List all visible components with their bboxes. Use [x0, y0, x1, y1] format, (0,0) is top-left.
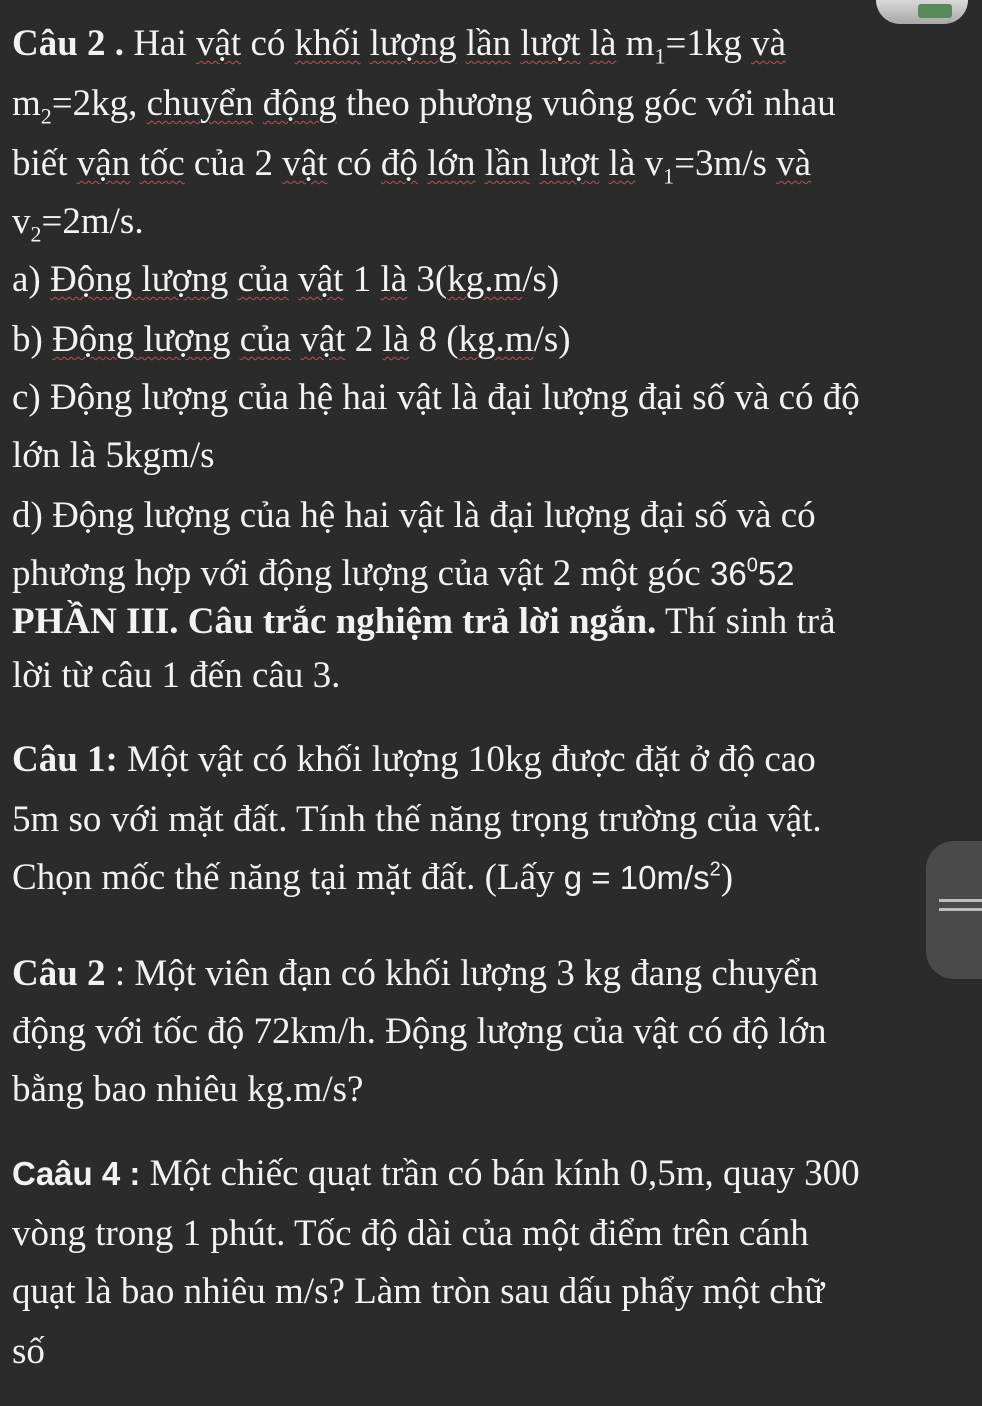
text: Chọn mốc thế năng tại mặt đất. (Lấy [12, 857, 564, 898]
text: là [589, 23, 617, 64]
option-d-line-1: d) Động lượng của hệ hai vật là đại lượng đại số và có [12, 495, 816, 536]
text: và [751, 23, 787, 64]
text: /s) [522, 259, 560, 300]
text: là [380, 259, 408, 300]
text: và [776, 143, 812, 184]
q2-intro-line-4 [12, 200, 144, 247]
text: lần [465, 23, 512, 64]
text: v [12, 201, 31, 242]
text: vật [298, 259, 344, 300]
q1-line-1 [12, 738, 816, 782]
text: ) [720, 857, 734, 898]
q1-line-3 [12, 856, 733, 900]
option-a [12, 258, 559, 302]
text: 8 ( [409, 319, 459, 360]
q1-line-2: 5m so với mặt đất. Tính thế năng trọng trường của vật. [12, 799, 822, 840]
superscript: 0 [746, 554, 758, 577]
text: a) [12, 259, 50, 300]
text: =2m/s. [41, 201, 144, 242]
text: động [262, 83, 337, 124]
text: =2kg, [51, 83, 147, 124]
text: =1kg [665, 23, 752, 64]
side-drag-handle[interactable] [926, 841, 982, 979]
option-c-line-1: c) Động lượng của hệ hai vật là đại lượng đại số và có độ [12, 377, 860, 418]
text [530, 143, 539, 184]
text: của [239, 319, 292, 360]
text: vật [300, 319, 346, 360]
text: phương hợp với động lượng của vật 2 một góc [12, 553, 710, 594]
question-label: Câu 1: [12, 739, 118, 780]
option-c-line-2: lớn là 5kgm/s [12, 435, 215, 476]
superscript: 2 [709, 858, 721, 881]
heading-bold: PHẦN III. Câu trắc nghiệm trả lời ngắn. [12, 601, 657, 642]
text: có [327, 143, 381, 184]
q2-intro-line-1 [12, 22, 787, 69]
text: m [616, 23, 655, 64]
thumbnail-image[interactable] [876, 0, 968, 24]
option-d-line-2 [12, 552, 795, 596]
text: là [382, 319, 410, 360]
q4-line-2: vòng trong 1 phút. Tốc độ dài của một điểm trên cánh [12, 1213, 809, 1254]
text [291, 319, 300, 360]
part3-heading [12, 600, 836, 644]
part3-heading-line-2: lời từ câu 1 đến câu 3. [12, 655, 341, 696]
question-label: Câu 2 [12, 953, 106, 994]
text [230, 319, 239, 360]
text [289, 259, 298, 300]
q4-line-3: quạt là bao nhiêu m/s? Làm tròn sau dấu phẩy một chữ [12, 1271, 825, 1312]
text [511, 23, 520, 64]
text: khối [294, 23, 361, 64]
text: là [608, 143, 636, 184]
text [360, 23, 369, 64]
text: có [241, 23, 295, 64]
text: của 2 [184, 143, 283, 184]
text: : Một viên đạn có khối lượng 3 kg đang chuyển [105, 953, 819, 994]
text [254, 83, 263, 124]
subscript: 1 [663, 163, 675, 189]
angle-value: 52 [757, 555, 795, 592]
text: chuyển [146, 83, 254, 124]
text: lượt [520, 23, 581, 64]
text: biết [12, 143, 77, 184]
text: kg.m [458, 319, 534, 360]
text: vật [196, 23, 242, 64]
text: theo phương vuông góc với nhau [336, 83, 836, 124]
text: Động lượng [50, 259, 229, 300]
q2-line-2: động với tốc độ 72km/h. Động lượng của vật có độ lớn [12, 1011, 827, 1052]
text [475, 143, 484, 184]
text: của [237, 259, 289, 300]
option-b [12, 318, 571, 362]
text: lượt [539, 143, 600, 184]
q4-line-1 [12, 1152, 860, 1196]
text: 1 [343, 259, 381, 300]
text: độ [380, 143, 418, 184]
q4-line-4: số [12, 1331, 45, 1372]
formula: g = 10m/s [563, 859, 710, 896]
text: m [12, 83, 41, 124]
question-label: Câu 2 . [12, 23, 125, 64]
text: vận [76, 143, 131, 184]
q2-line-1 [12, 952, 818, 996]
text: Hai [124, 23, 196, 64]
handle-grip-line [939, 899, 982, 902]
subscript: 2 [40, 103, 52, 129]
text: tốc [139, 143, 185, 184]
q2-intro-line-3 [12, 142, 812, 189]
angle-value: 36 [709, 555, 747, 592]
text: vật [282, 143, 328, 184]
text [599, 143, 608, 184]
text: lần [484, 143, 530, 184]
text: lớn [427, 143, 476, 184]
subscript: 2 [30, 221, 42, 247]
text: 2 [345, 319, 383, 360]
text: kg.m [447, 259, 523, 300]
text: 3( [407, 259, 448, 300]
text [457, 23, 466, 64]
text [580, 23, 589, 64]
text [418, 143, 427, 184]
text: b) [12, 319, 53, 360]
text [228, 259, 237, 300]
text: v [635, 143, 664, 184]
text: Thí sinh trả [656, 601, 836, 642]
text: Một vật có khối lượng 10kg được đặt ở độ cao [117, 739, 816, 780]
subscript: 1 [654, 43, 666, 69]
text: /s) [533, 319, 571, 360]
text: lượng [369, 23, 457, 64]
handle-grip-line [939, 908, 982, 911]
text: Động lượng [52, 319, 231, 360]
text: =3m/s [674, 143, 777, 184]
question-label: Caâu 4 : [12, 1155, 141, 1192]
text: Một chiếc quạt trần có bán kính 0,5m, quay 300 [140, 1153, 860, 1194]
q2-line-3: bằng bao nhiêu kg.m/s? [12, 1069, 364, 1110]
q2-intro-line-2 [12, 82, 836, 129]
